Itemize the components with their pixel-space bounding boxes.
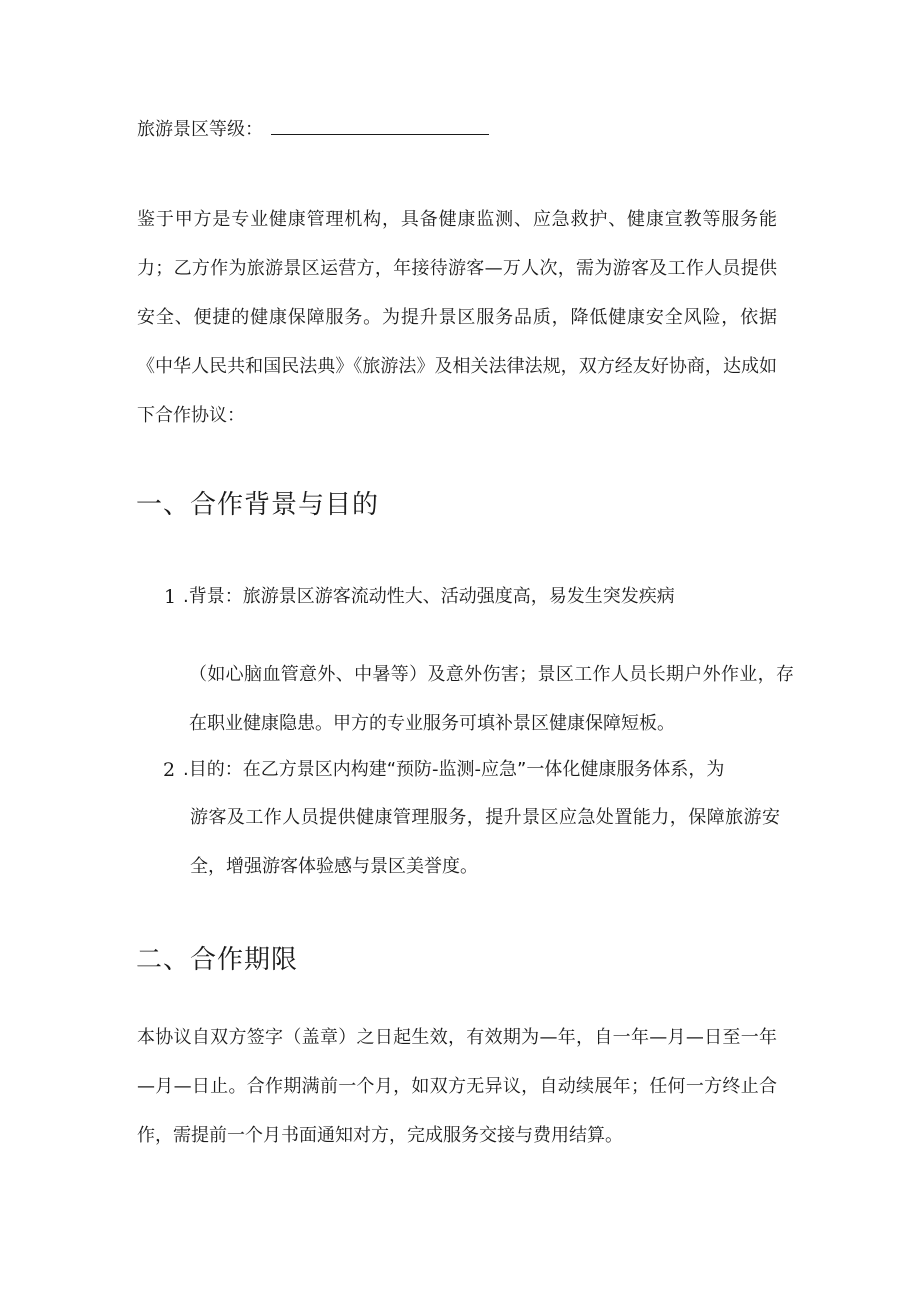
term-paragraph: 本协议自双方签字（盖章）之日起生效，有效期为—年，自一年—月—日至一年—月—日止。合作期满前一个月，如双方无异议，自动续展年；任何一方终止合作，需提前一个月书面通知对方，完成服务交接与费用结算。: [137, 1027, 777, 1146]
item-2-first-line: .目的：在乙方景区内构建“预防-监测-应急”一体化健康服务体系，为: [183, 759, 725, 780]
scenic-grade-label: 旅游景区等级：: [137, 119, 263, 140]
scenic-grade-line: [137, 116, 489, 143]
item-2-continuation: 游客及工作人员提供健康管理服务，提升景区应急处置能力，保障旅游安全，增强游客体验感与景区美誉度。: [190, 807, 780, 877]
scenic-grade-blank-field[interactable]: [271, 116, 489, 135]
item-2-number: 2: [163, 759, 176, 781]
section-heading-background-purpose: 一、合作背景与目的: [136, 490, 380, 520]
item-1-first-line: .背景：旅游景区游客流动性大、活动强度高，易发生突发疾病: [183, 586, 675, 607]
item-1-continuation: （如心脑血管意外、中暑等）及意外伤害；景区工作人员长期户外作业，存在职业健康隐患。甲方的专业服务可填补景区健康保障短板。: [189, 664, 794, 734]
section-heading-term: 二、合作期限: [136, 945, 299, 975]
intro-paragraph: 鉴于甲方是专业健康管理机构，具备健康监测、应急救护、健康宣教等服务能力；乙方作为旅游景区运营方，年接待游客—万人次，需为游客及工作人员提供安全、便捷的健康保障服务。为提升景区服务品质，降低健康安全风险，依据《中华人民共和国民法典》《旅游法》及相关法律法规，双方经友好协商，达成如下合作协议：: [137, 209, 777, 426]
item-1-number: 1: [164, 586, 177, 608]
